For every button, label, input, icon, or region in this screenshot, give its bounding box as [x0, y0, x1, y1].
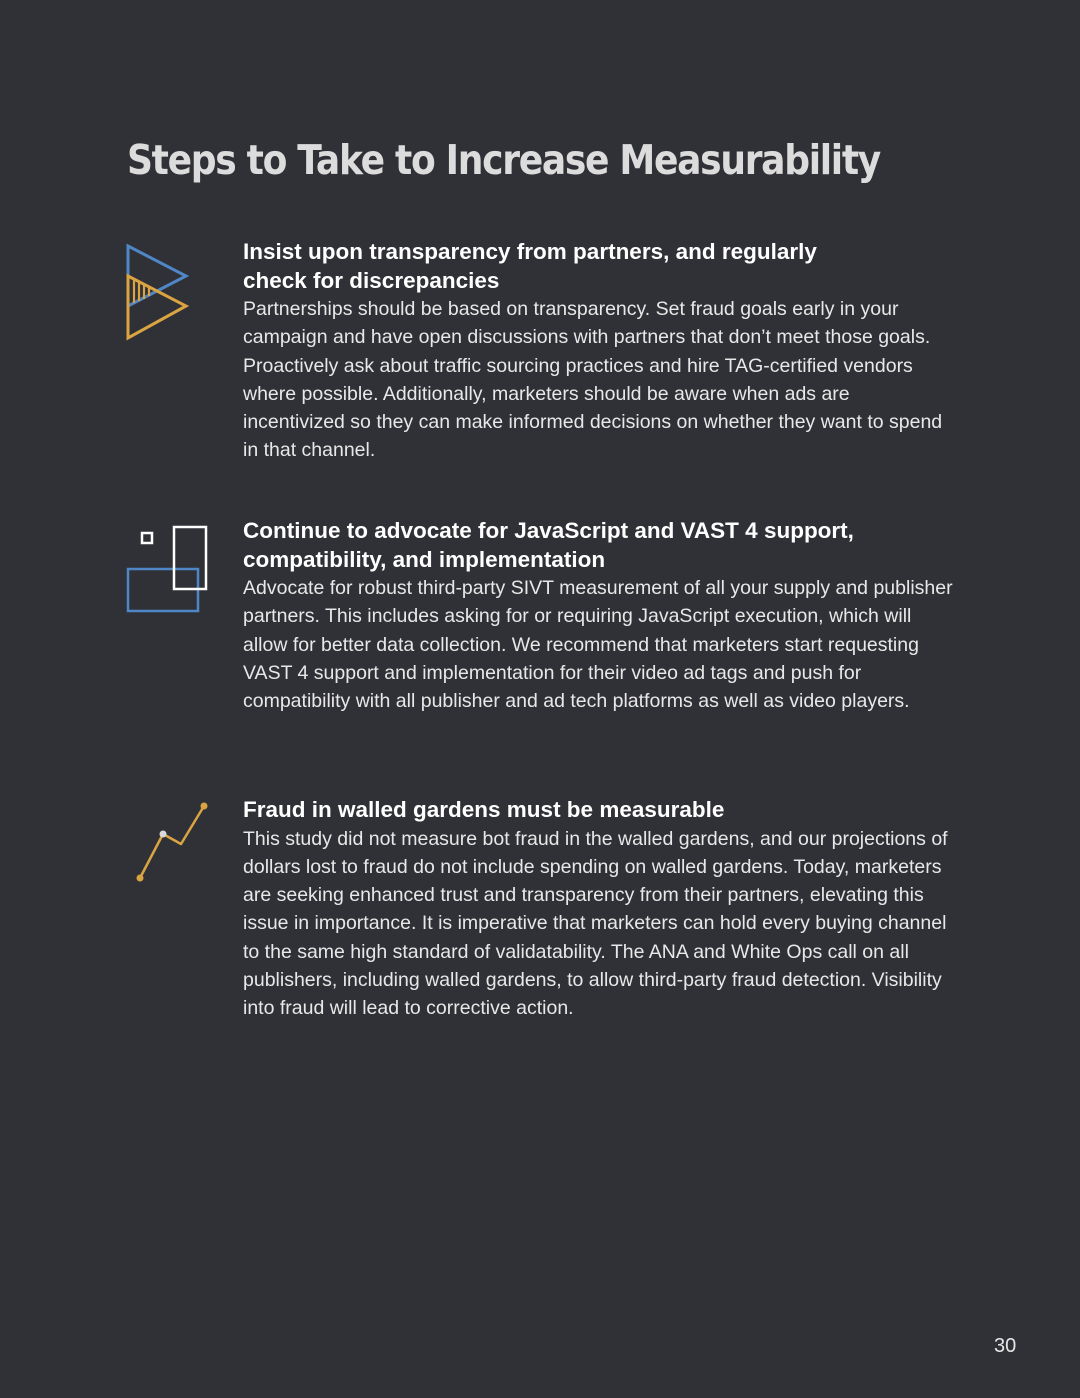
play-triangles-icon	[120, 242, 220, 352]
step-heading: Fraud in walled gardens must be measurable	[243, 797, 725, 822]
step-body: Partnerships should be based on transparency. Set fraud goals early in your campaign and have open discussions with partners that don’t meet those goals. Proactively ask about traffic sourcing practices and hire TAG-certified vendors where possible. Additionally, marketers should be aware when ads are incentivized so they can make informed decisions on whether they want to spend in that channel.	[243, 298, 943, 462]
step-text	[243, 796, 955, 1023]
step-text	[243, 238, 955, 465]
step-heading	[243, 517, 955, 574]
page-title: Steps to Take to Increase Measurability	[127, 136, 880, 184]
step-body: This study did not measure bot fraud in the walled gardens, and our projections of dollars lost to fraud do not include spending on walled gardens. Today, marketers are seeking enhanced trust and transparency from their partners, elevating this issue in importance. It is imperative that marketers can hold every buying channel to the same high standard of validatability. The ANA and White Ops call on all publishers, including walled gardens, to allow third-party fraud detection. Visibility into fraud will lead to corrective action.	[243, 827, 948, 1020]
step-heading-line-1: Insist upon transparency from partners, and regularly	[243, 239, 817, 264]
overlapping-rectangles-icon	[120, 521, 220, 631]
step-text	[243, 517, 955, 715]
trend-line-icon	[120, 796, 220, 906]
page-number: 30	[994, 1335, 1017, 1357]
step-heading-line-2: check for discrepancies	[243, 267, 500, 293]
step-heading-line-1: Continue to advocate for JavaScript and VAST 4 support,	[243, 518, 854, 543]
step-body: Advocate for robust third-party SIVT measurement of all your supply and publisher partners. This includes asking for or requiring JavaScript execution, which will allow for better data collection. We recommend that marketers start requesting VAST 4 support and implementation for their video ad tags and push for compatibility with all publisher and ad tech platforms as well as video players.	[243, 577, 953, 713]
step-heading-line-2: compatibility, and implementation	[243, 546, 606, 572]
step-heading	[243, 238, 955, 295]
